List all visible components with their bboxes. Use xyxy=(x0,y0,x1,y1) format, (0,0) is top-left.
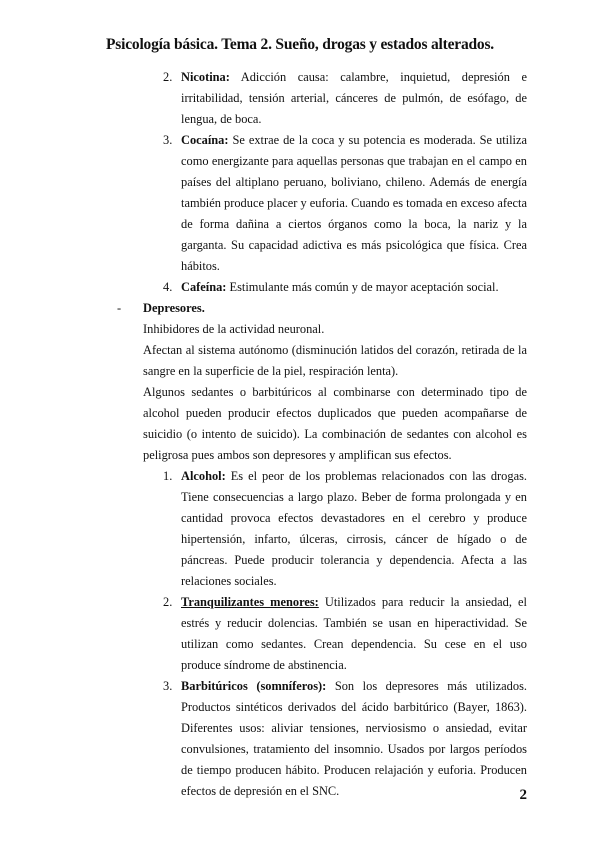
list-number: 1. xyxy=(163,469,173,483)
list-term: Cocaína: xyxy=(181,133,229,147)
list-term: Barbitúricos (somníferos): xyxy=(181,679,327,693)
list-text: Adicción causa: calambre, inquietud, depresión e irritabilidad, tensión arterial, cánceres de pulmón, de esófago, de lengua, de boca. xyxy=(181,70,527,126)
bullet-dash: - xyxy=(117,301,122,315)
paragraph: Inhibidores de la actividad neuronal. xyxy=(143,322,325,336)
list-term: Alcohol: xyxy=(181,469,226,483)
list-text: Es el peor de los problemas relacionados con las drogas. Tiene consecuencias a largo plazo. Beber de forma prolongada y en cantidad provoca efectos devastadores en el cerebro y produce hipertensión, infarto, úlceras, cirrosis, cáncer de hígado o de páncreas. Puede producir tolerancia y dependencia. Afecta a las relaciones sociales. xyxy=(181,469,527,588)
list-number: 4. xyxy=(163,280,173,294)
list-text: Estimulante más común y de mayor aceptación social. xyxy=(226,280,499,294)
list-term: Cafeína: xyxy=(181,280,227,294)
list-item-alcohol xyxy=(163,466,527,592)
list-item-nicotina xyxy=(163,67,527,130)
section-heading-depresores xyxy=(117,298,527,319)
section-heading-text: Depresores. xyxy=(143,301,205,315)
list-number: 2. xyxy=(163,595,173,609)
list-text: Se extrae de la coca y su potencia es moderada. Se utiliza como energizante para aquellas personas que trabajan en el campo en países del altiplano peruano, boliviano, chileno. Además de energía también produce placer y euforia. Cuando es tomada en exceso afecta de forma dañina a ciertos órganos como la boca, la nariz y la garganta. Su capacidad adictiva es más psicológica que física. Crea hábitos. xyxy=(181,133,527,273)
paragraph: Afectan al sistema autónomo (disminución latidos del corazón, retirada de la sangre en la superficie de la piel, respiración lenta). xyxy=(143,343,527,378)
list-number: 3. xyxy=(163,133,173,147)
list-item-cafeina xyxy=(163,277,527,298)
list-text: Son los depresores más utilizados. Productos sintéticos derivados del ácido barbitúrico (Bayer, 1863). Diferentes usos: aliviar tensiones, nerviosismo o ansiedad, evitar convulsiones, tratamiento del insomnio. Usados por largos períodos de tiempo producen hábito. Producen relajación y euforia. Producen efectos de depresión en el SNC. xyxy=(181,679,527,798)
document-body xyxy=(117,67,527,802)
list-term: Nicotina: xyxy=(181,70,230,84)
list-number: 3. xyxy=(163,679,173,693)
page-number: 2 xyxy=(519,787,527,803)
list-term: Tranquilizantes menores: xyxy=(181,595,319,609)
list-item-tranquilizantes xyxy=(163,592,527,676)
list-number: 2. xyxy=(163,70,173,84)
page-title: Psicología básica. Tema 2. Sueño, drogas y estados alterados. xyxy=(106,36,494,53)
list-item-cocaina xyxy=(163,130,527,277)
paragraph: Algunos sedantes o barbitúricos al combinarse con determinado tipo de alcohol pueden producir efectos duplicados que pueden acompañarse de suicidio (o intento de suicido). La combinación de sedantes con alcohol es peligrosa pues ambos son depresores y amplifican sus efectos. xyxy=(143,385,527,462)
list-item-barbituricos xyxy=(163,676,527,802)
list-text: Utilizados para reducir la ansiedad, el estrés y reducir dolencias. También se usan en hiperactividad. Se utilizan como sedantes. Crean dependencia. Su cese en el uso produce síndrome de abstinencia. xyxy=(181,595,527,672)
